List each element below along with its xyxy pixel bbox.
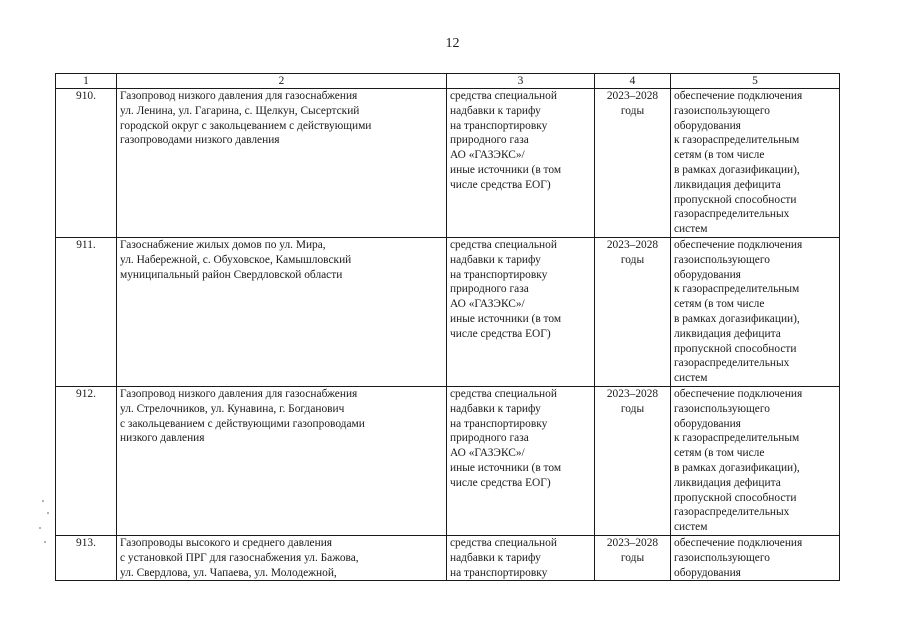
purpose-line: обеспечение подключения: [674, 536, 803, 549]
source-line: средства специальной: [450, 238, 557, 251]
row-number: 912.: [56, 386, 117, 535]
description-line: ул. Набережной, с. Обуховское, Камышловский: [120, 253, 352, 266]
column-header: 4: [595, 74, 671, 89]
table-row: [56, 386, 840, 535]
description-line: Газопровод низкого давления для газоснабжения: [120, 90, 358, 102]
period-line: годы: [620, 551, 645, 564]
source-line: АО «ГАЗЭКС»/: [450, 298, 525, 311]
description-line: ул. Ленина, ул. Гагарина, с. Щелкун, Сысертский: [120, 104, 360, 117]
scan-speck: [39, 527, 41, 529]
purpose-line: систем: [674, 521, 708, 534]
period-line: годы: [620, 402, 645, 415]
purpose-line: систем: [674, 372, 708, 385]
purpose-line: газораспределительных: [674, 357, 790, 370]
source-line: числе средства ЕОГ): [450, 476, 551, 489]
purpose-line: в рамках догазификации),: [674, 312, 800, 325]
source-line: природного газа: [450, 432, 529, 445]
purpose-line: оборудования: [674, 417, 741, 430]
purpose-line: оборудования: [674, 268, 741, 281]
purpose-line: в рамках догазификации),: [674, 461, 800, 474]
table-row: [56, 89, 840, 238]
object-description: [117, 535, 447, 580]
implementation-period: [595, 535, 671, 580]
purpose-line: обеспечение подключения: [674, 90, 803, 102]
purpose-line: оборудования: [674, 119, 741, 132]
source-line: иные источники (в том: [450, 163, 562, 176]
scan-speck: [47, 512, 49, 514]
funding-source: [447, 386, 595, 535]
implementation-period: [595, 237, 671, 386]
source-line: на транспортировку: [450, 119, 548, 132]
description-line: Газопроводы высокого и среднего давления: [120, 536, 333, 549]
purpose-line: газоиспользующего: [674, 402, 770, 415]
table-row: [56, 237, 840, 386]
period-line: 2023–2028: [606, 387, 659, 400]
purpose-line: к газораспределительным: [674, 432, 800, 445]
source-line: иные источники (в том: [450, 461, 562, 474]
column-header: 5: [671, 74, 840, 89]
source-line: надбавки к тарифу: [450, 402, 541, 415]
source-line: числе средства ЕОГ): [450, 178, 551, 191]
description-line: с закольцеванием с действующими газопроводами: [120, 417, 365, 430]
page-number: 12: [445, 36, 460, 51]
period-line: 2023–2028: [606, 90, 659, 102]
purpose-line: к газораспределительным: [674, 283, 800, 296]
description-line: Газоснабжение жилых домов по ул. Мира,: [120, 238, 326, 251]
purpose-line: газоиспользующего: [674, 551, 770, 564]
purpose-line: сетям (в том числе: [674, 149, 765, 162]
project-purpose: [671, 237, 840, 386]
period-line: годы: [620, 253, 645, 266]
column-header: 3: [447, 74, 595, 89]
purpose-line: сетям (в том числе: [674, 447, 765, 460]
object-description: [117, 386, 447, 535]
purpose-line: оборудования: [674, 566, 741, 579]
row-number: 910.: [56, 89, 117, 238]
description-line: Газопровод низкого давления для газоснабжения: [120, 387, 358, 400]
purpose-line: в рамках догазификации),: [674, 163, 800, 176]
purpose-line: газоиспользующего: [674, 104, 770, 117]
purpose-line: ликвидация дефицита: [674, 476, 781, 489]
description-line: городской округ с закольцеванием с действующими: [120, 119, 372, 132]
description-line: газопроводами низкого давления: [120, 134, 280, 147]
source-line: иные источники (в том: [450, 312, 562, 325]
implementation-period: [595, 89, 671, 238]
purpose-line: ликвидация дефицита: [674, 178, 781, 191]
period-line: 2023–2028: [606, 238, 659, 251]
purpose-line: обеспечение подключения: [674, 238, 803, 251]
source-line: АО «ГАЗЭКС»/: [450, 149, 525, 162]
source-line: АО «ГАЗЭКС»/: [450, 447, 525, 460]
column-header: 1: [56, 74, 117, 89]
description-line: муниципальный район Свердловской области: [120, 268, 343, 281]
source-line: на транспортировку: [450, 268, 548, 281]
source-line: средства специальной: [450, 90, 557, 102]
source-line: природного газа: [450, 283, 529, 296]
source-line: надбавки к тарифу: [450, 551, 541, 564]
description-line: низкого давления: [120, 432, 205, 445]
description-line: с установкой ПРГ для газоснабжения ул. Бажова,: [120, 551, 359, 564]
source-line: на транспортировку: [450, 566, 548, 579]
project-table: [55, 73, 840, 581]
scan-speck: [42, 500, 44, 502]
scan-speck: [44, 541, 46, 543]
description-line: ул. Свердлова, ул. Чапаева, ул. Молодежной,: [120, 566, 337, 579]
period-line: годы: [620, 104, 645, 117]
funding-source: [447, 535, 595, 580]
period-line: 2023–2028: [606, 536, 659, 549]
purpose-line: обеспечение подключения: [674, 387, 803, 400]
implementation-period: [595, 386, 671, 535]
purpose-line: пропускной способности: [674, 342, 797, 355]
funding-source: [447, 89, 595, 238]
purpose-line: газораспределительных: [674, 506, 790, 519]
source-line: надбавки к тарифу: [450, 104, 541, 117]
object-description: [117, 89, 447, 238]
project-purpose: [671, 386, 840, 535]
object-description: [117, 237, 447, 386]
row-number: 913.: [56, 535, 117, 580]
purpose-line: газораспределительных: [674, 208, 790, 221]
purpose-line: ликвидация дефицита: [674, 327, 781, 340]
purpose-line: пропускной способности: [674, 193, 797, 206]
column-header: 2: [117, 74, 447, 89]
project-purpose: [671, 535, 840, 580]
purpose-line: сетям (в том числе: [674, 298, 765, 311]
purpose-line: газоиспользующего: [674, 253, 770, 266]
table-header-row: [56, 74, 840, 89]
funding-source: [447, 237, 595, 386]
source-line: природного газа: [450, 134, 529, 147]
source-line: на транспортировку: [450, 417, 548, 430]
source-line: средства специальной: [450, 387, 557, 400]
source-line: надбавки к тарифу: [450, 253, 541, 266]
purpose-line: к газораспределительным: [674, 134, 800, 147]
project-purpose: [671, 89, 840, 238]
table-row: [56, 535, 840, 580]
purpose-line: систем: [674, 223, 708, 236]
description-line: ул. Стрелочников, ул. Кунавина, г. Богданович: [120, 402, 345, 415]
source-line: средства специальной: [450, 536, 557, 549]
source-line: числе средства ЕОГ): [450, 327, 551, 340]
row-number: 911.: [56, 237, 117, 386]
purpose-line: пропускной способности: [674, 491, 797, 504]
